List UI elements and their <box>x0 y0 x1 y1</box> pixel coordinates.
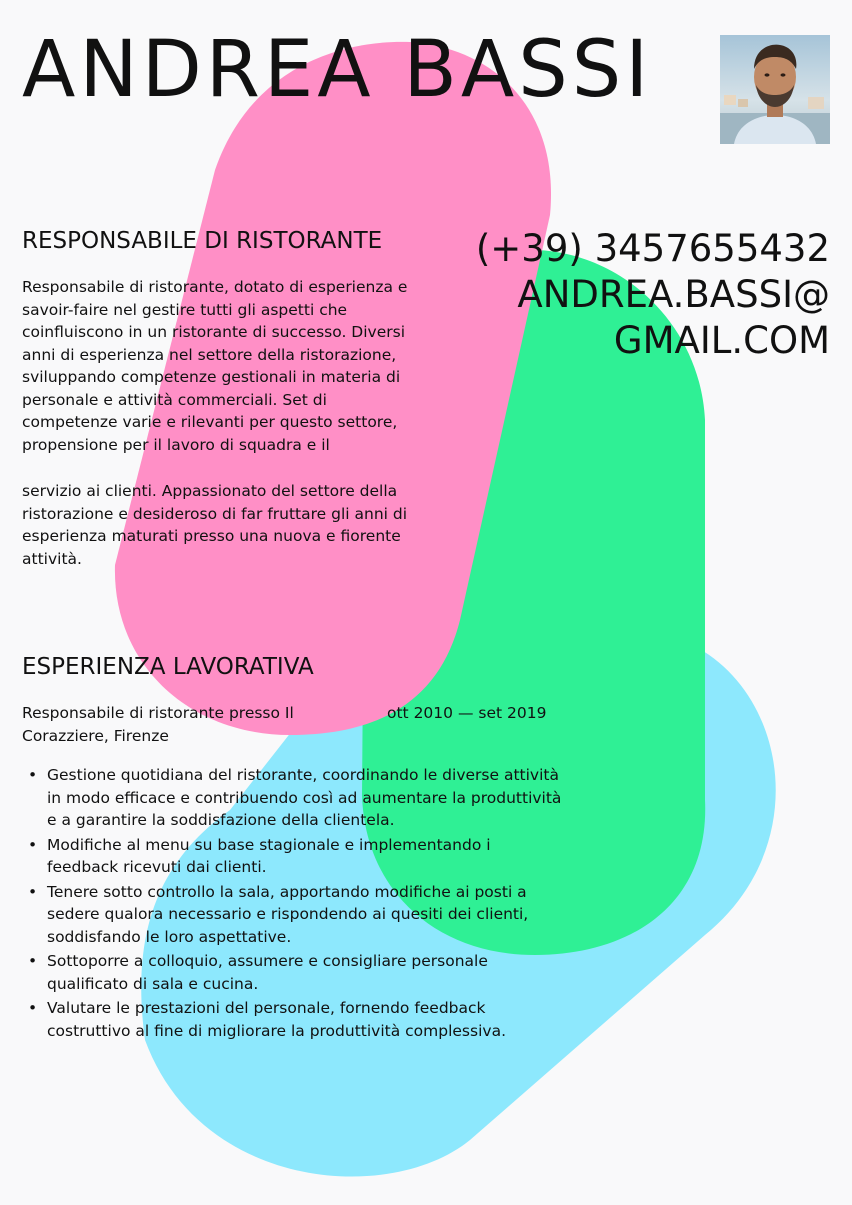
job-dates: ott 2010 — set 2019 <box>387 704 547 722</box>
phone-number: (+39) 3457655432 <box>475 227 830 270</box>
email-line-1: ANDREA.BASSI@ <box>517 273 830 316</box>
profile-photo <box>720 35 830 144</box>
responsibility-item: • Valutare le prestazioni del personale, fornendo feedback costruttivo al fine di migliorare la produttività complessiva. <box>22 997 562 1042</box>
candidate-name: ANDREA BASSI <box>22 25 653 115</box>
profile-summary-part-2: servizio ai clienti. Appassionato del settore della ristorazione e desideroso di far fruttare gli anni di esperienza maturati presso una nuova e fiorente attività. <box>22 482 408 568</box>
contact-info <box>410 226 830 364</box>
email-line-2: GMAIL.COM <box>613 319 830 362</box>
job-responsibilities-list <box>22 764 562 1044</box>
responsibility-item: • Tenere sotto controllo la sala, apportando modifiche ai posti a sedere qualora necessario e rispondendo ai quesiti dei clienti, soddisfando le loro aspettative. <box>22 881 562 949</box>
avatar <box>720 35 830 144</box>
responsibility-item: • Gestione quotidiana del ristorante, coordinando le diverse attività in modo efficace e contribuendo così ad aumentare la produttività e a garantire la soddisfazione della clientela. <box>22 764 562 832</box>
job-role: Responsabile di ristorante presso Il Corazziere, Firenze <box>22 704 294 745</box>
job-title: RESPONSABILE DI RISTORANTE <box>22 228 383 254</box>
experience-section-title: ESPERIENZA LAVORATIVA <box>22 654 314 680</box>
responsibility-item: • Modifiche al menu su base stagionale e implementando i feedback ricevuti dai clienti. <box>22 834 562 879</box>
responsibility-item: • Sottoporre a colloquio, assumere e consigliare personale qualificato di sala e cucina. <box>22 950 562 995</box>
profile-summary-part-1: Responsabile di ristorante, dotato di esperienza e savoir-faire nel gestire tutti gli aspetti che coinfluiscono in un ristorante di successo. Diversi anni di esperienza nel settore della ristorazione, sviluppando competenze gestionali in materia di personale e attività commerciali. Set di competenze varie e rilevanti per questo settore, propensione per il lavoro di squadra e il <box>22 278 408 454</box>
